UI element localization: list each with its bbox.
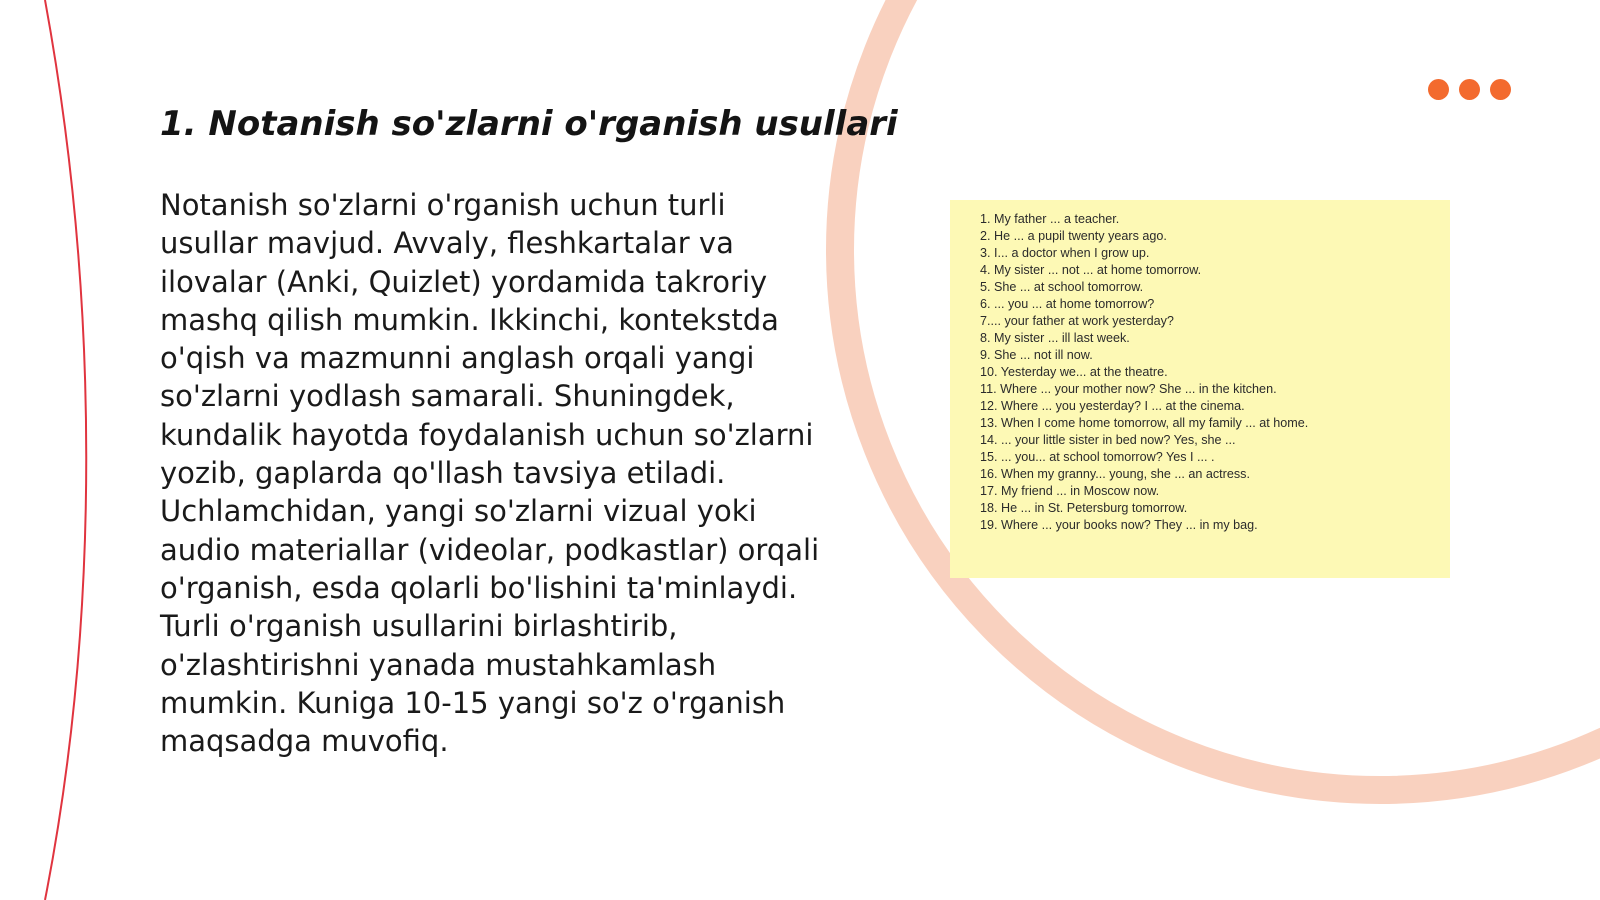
three-dots-icon [1428, 79, 1511, 100]
body-line: maqsadga muvofiq. [160, 724, 449, 759]
body-line: o'qish va mazmunni anglash orqali yangi [160, 341, 755, 376]
exercise-item: 5. She ... at school tomorrow. [980, 280, 1144, 294]
body-line: o'zlashtirishni yanada mustahkamlash [160, 647, 717, 682]
exercise-item: 11. Where ... your mother now? She ... in the kitchen. [980, 382, 1277, 396]
exercise-item: 16. When my granny... young, she ... an actress. [980, 467, 1250, 481]
exercise-item: 12. Where ... you yesterday? I ... at the cinema. [980, 399, 1245, 413]
exercise-item: 7.... your father at work yesterday? [980, 314, 1174, 328]
body-line: yozib, gaplarda qo'llash tavsiya etiladi. [160, 456, 726, 491]
exercise-item: 17. My friend ... in Moscow now. [980, 484, 1160, 498]
body-line: usullar mavjud. Avvaly, fleshkartalar va [160, 226, 734, 261]
exercise-list [980, 211, 1450, 534]
exercise-item: 4. My sister ... not ... at home tomorrow. [980, 263, 1202, 277]
left-edge-curve [45, 0, 86, 900]
body-line: audio materiallar (videolar, podkastlar) orqali [160, 532, 820, 567]
exercise-item: 18. He ... in St. Petersburg tomorrow. [980, 501, 1188, 515]
exercise-item: 9. She ... not ill now. [980, 348, 1093, 362]
body-line: Notanish so'zlarni o'rganish uchun turli [160, 188, 726, 222]
exercise-item: 14. ... your little sister in bed now? Yes, she ... [980, 433, 1236, 447]
dot-icon [1490, 79, 1511, 100]
body-paragraph [160, 186, 850, 760]
exercise-item: 10. Yesterday we... at the theatre. [980, 365, 1168, 379]
exercise-item: 15. ... you... at school tomorrow? Yes I ... . [980, 450, 1215, 464]
body-line: mumkin. Kuniga 10-15 yangi so'z o'rganish [160, 685, 786, 720]
exercise-item: 19. Where ... your books now? They ... in my bag. [980, 518, 1258, 532]
exercise-item: 3. I... a doctor when I grow up. [980, 246, 1150, 260]
exercise-item: 13. When I come home tomorrow, all my family ... at home. [980, 416, 1309, 430]
body-line: mashq qilish mumkin. Ikkinchi, kontekstda [160, 302, 779, 337]
body-line: Uchlamchidan, yangi so'zlarni vizual yoki [160, 494, 757, 529]
body-line: ilovalar (Anki, Quizlet) yordamida takroriy [160, 264, 768, 299]
exercise-item: 8. My sister ... ill last week. [980, 331, 1130, 345]
dot-icon [1459, 79, 1480, 100]
dot-icon [1428, 79, 1449, 100]
slide-title: 1. Notanish so'zlarni o'rganish usullari [160, 104, 898, 144]
exercise-item: 1. My father ... a teacher. [980, 212, 1120, 226]
body-line: so'zlarni yodlash samarali. Shuningdek, [160, 379, 735, 414]
body-line: o'rganish, esda qolarli bo'lishini ta'minlaydi. [160, 570, 798, 605]
body-line: kundalik hayotda foydalanish uchun so'zlarni [160, 417, 814, 452]
exercise-item: 2. He ... a pupil twenty years ago. [980, 229, 1167, 243]
exercise-item: 6. ... you ... at home tomorrow? [980, 297, 1155, 311]
body-line: Turli o'rganish usullarini birlashtirib, [160, 609, 678, 644]
exercise-card [950, 200, 1450, 578]
